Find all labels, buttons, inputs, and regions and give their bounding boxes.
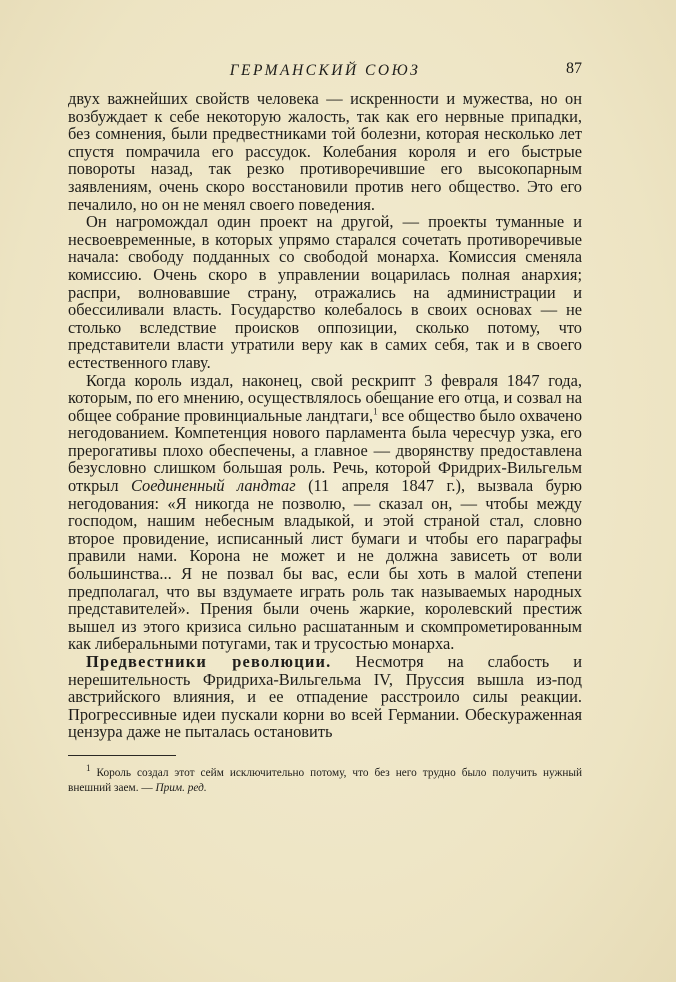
book-page <box>68 60 582 796</box>
paragraph-3 <box>68 372 582 654</box>
running-head <box>68 60 582 84</box>
paragraph-1-text: двух важнейших свойств человека — искренности и мужества, но он возбуждает к себе некоторую жалость, так как его нервные припадки, без сомнения, были предвестниками той болезни, которая несколько лет спустя помрачила его рассудок. Колебания короля и его быстрые повороты назад, так резко противоречившие его высокопарным заявлениям, очень скоро восстановили против него общество. Это его печалило, но он не менял своего поведения. <box>68 89 582 214</box>
footnote-attribution: Прим. ред. <box>155 781 207 794</box>
paragraph-2 <box>68 213 582 371</box>
paragraph-2-text: Он нагромождал один проект на другой, — проекты туманные и несвоевременные, в которых упрямо старался сочетать противоречивые начала: свободу подданных со свободой монарха. Комиссия сменяла комиссию. Очень скоро в управлении воцарилась полная анархия; распри, волновавшие страну, отражались на администрации и обессиливали власть. Государство колебалось в своих основах — не столько вследствие происков оппозиции, сколько потому, что представители власти утратили веру как в самих себя, так и в своего естественного главу. <box>68 212 582 372</box>
footnote-divider <box>68 755 176 756</box>
paragraph-3-text-mid: все общество было охвачено негодованием. Компетенция нового парламента была чересчур узка, его прерогативы плохо обеспечены, а главное — дворянству предоставлена безусловно слишком большая роль. Речь, которой Фридрих-Вильгельм открыл <box>68 405 583 496</box>
footnote-text: Король создал этот сейм исключительно потому, что без него трудно было получить нужный внешний заем. — <box>68 766 582 794</box>
body-text <box>68 90 582 741</box>
paragraph-3-text-before: Когда король издал, наконец, свой рескрипт 3 февраля 1847 года, которым, по его мнению, осуществлялось обещание его отца, и созвал на общее собрание провинциальные ландтаги, <box>68 370 582 425</box>
italic-term: Соединенный ландтаг <box>130 476 296 496</box>
running-title: ГЕРМАНСКИЙ СОЮЗ <box>229 62 421 79</box>
footnote <box>68 763 582 796</box>
footnote-ref: 1 <box>373 406 378 417</box>
paragraph-3-text-after: (11 апреля 1847 г.), вызвала бурю негодования: «Я никогда не позволю, — сказал он, — чтобы между господом, нашим небесным владыкой, и этой страной стал, словно второе провидение, исписанный лист бумаги и чтобы его параграфы правили нами. Корона не может и не должна зависеть от воли большинства... Я не позвал бы вас, если бы хоть в малой степени предполагал, что вы вздумаете играть роль так называемых народных представителей». Прения были очень жаркие, королевский престиж вышел из этого кризиса сильно расшатанным и скомпрометированным как либеральными потугами, так и трусостью монарха. <box>68 476 582 654</box>
section-lead: Предвестники революции. <box>86 652 332 671</box>
page-number: 87 <box>566 60 582 77</box>
paragraph-4 <box>68 653 582 741</box>
paragraph-1 <box>68 90 582 213</box>
paragraph-4-text: Несмотря на слабость и нерешительность Фридриха-Вильгельма IV, Пруссия вышла из-под австрийского влияния, и ее отпадение расстроило силы реакции. Прогрессивные идеи пускали корни во всей Германии. Обескураженная цензура даже не пыталась остановить <box>68 652 582 742</box>
footnote-number: 1 <box>86 763 91 774</box>
